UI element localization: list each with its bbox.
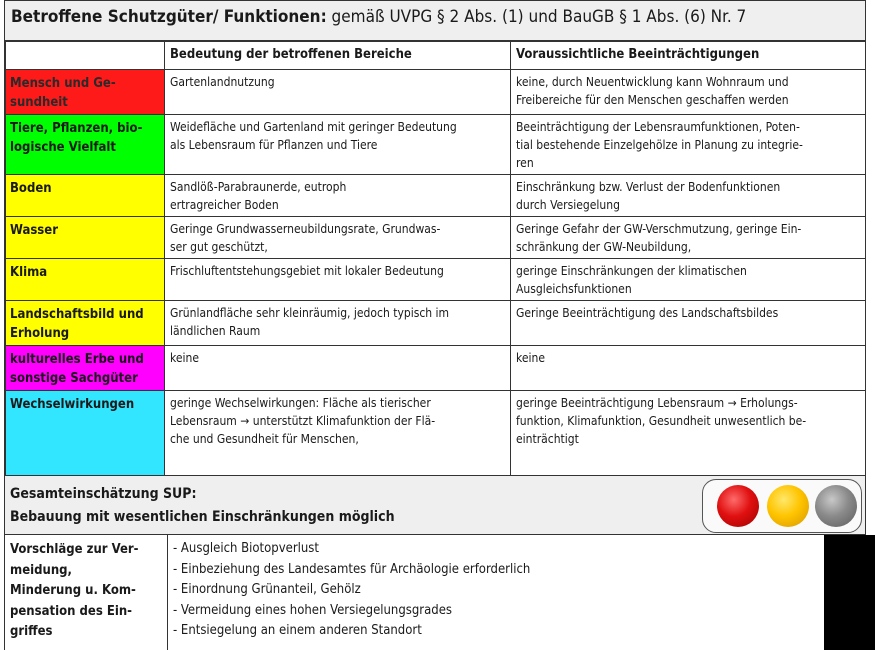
overall-assessment bbox=[5, 475, 865, 535]
proposals-divider bbox=[167, 535, 168, 650]
header-legal-basis: gemäß UVPG § 2 Abs. (1) und BauGB § 1 Abs. (6) Nr. 7 bbox=[326, 7, 747, 27]
column-header-beeintraechtigung: Voraussichtliche Beeinträchtigungen bbox=[511, 42, 866, 70]
table-row bbox=[6, 175, 866, 217]
category-cell: Wasser bbox=[6, 217, 165, 259]
beeintraechtigung-cell: keine, durch Neuentwicklung kann Wohnraum und Freibereiche für den Menschen geschaffen werden bbox=[511, 70, 866, 115]
beeintraechtigung-cell: Einschränkung bzw. Verlust der Bodenfunktionen durch Versiegelung bbox=[511, 175, 866, 217]
bedeutung-cell: Frischluftentstehungsgebiet mit lokaler Bedeutung bbox=[165, 259, 511, 301]
category-cell: Landschaftsbild und Erholung bbox=[6, 301, 165, 346]
category-cell: Klima bbox=[6, 259, 165, 301]
table-row bbox=[6, 301, 866, 346]
bedeutung-cell: Gartenlandnutzung bbox=[165, 70, 511, 115]
beeintraechtigung-cell: Geringe Gefahr der GW-Verschmutzung, geringe Ein- schränkung der GW-Neubildung, bbox=[511, 217, 866, 259]
bedeutung-cell: Weidefläche und Gartenland mit geringer Bedeutung als Lebensraum für Pflanzen und Tiere bbox=[165, 115, 511, 175]
assessment-result: Bebauung mit wesentlichen Einschränkungen möglich bbox=[10, 509, 395, 525]
black-redaction-box bbox=[824, 535, 875, 650]
table-row bbox=[6, 70, 866, 115]
red-light-icon bbox=[717, 485, 759, 527]
traffic-light bbox=[702, 479, 862, 533]
beeintraechtigung-cell: geringe Beeinträchtigung Lebensraum → Erholungs- funktion, Klimafunktion, Gesundheit unwesentlich be- einträchtigt bbox=[511, 391, 866, 476]
assessment-sheet bbox=[4, 0, 866, 650]
list-item: - Entsiegelung an einem anderen Standort bbox=[173, 623, 422, 638]
table-header-row bbox=[6, 42, 866, 70]
list-item: - Ausgleich Biotopverlust bbox=[173, 541, 319, 556]
column-header-category bbox=[6, 42, 165, 70]
table-row bbox=[6, 217, 866, 259]
sheet-header bbox=[5, 0, 865, 41]
bedeutung-cell: Sandlöß-Parabraunerde, eutroph ertragreicher Boden bbox=[165, 175, 511, 217]
bedeutung-cell: geringe Wechselwirkungen: Fläche als tierischer Lebensraum → unterstützt Klimafunktion der Flä- che und Gesundheit für Menschen, bbox=[165, 391, 511, 476]
category-cell: kulturelles Erbe und sonstige Sachgüter bbox=[6, 346, 165, 391]
proposals-label: Vorschläge zur Ver- meidung, Minderung u. Kom- pensation des Ein- griffes bbox=[10, 542, 139, 639]
gray-light-icon bbox=[815, 485, 857, 527]
bedeutung-cell: keine bbox=[165, 346, 511, 391]
category-cell: Mensch und Ge- sundheit bbox=[6, 70, 165, 115]
header-title: Betroffene Schutzgüter/ Funktionen: bbox=[11, 7, 327, 27]
list-item: - Einordnung Grünanteil, Gehölz bbox=[173, 582, 361, 597]
beeintraechtigung-cell: Geringe Beeinträchtigung des Landschaftsbildes bbox=[511, 301, 866, 346]
assessment-title: Gesamteinschätzung SUP: bbox=[10, 486, 197, 502]
category-cell: Boden bbox=[6, 175, 165, 217]
proposals-list bbox=[173, 539, 530, 642]
bedeutung-cell: Geringe Grundwasserneubildungsrate, Grundwas- ser gut geschützt, bbox=[165, 217, 511, 259]
impact-table bbox=[5, 41, 866, 476]
beeintraechtigung-cell: keine bbox=[511, 346, 866, 391]
beeintraechtigung-cell: geringe Einschränkungen der klimatischen Ausgleichsfunktionen bbox=[511, 259, 866, 301]
list-item: - Vermeidung eines hohen Versiegelungsgrades bbox=[173, 602, 452, 618]
category-cell: Tiere, Pflanzen, bio- logische Vielfalt bbox=[6, 115, 165, 175]
list-item: - Einbeziehung des Landesamtes für Archäologie erforderlich bbox=[173, 561, 531, 577]
table-row bbox=[6, 391, 866, 476]
category-cell: Wechselwirkungen bbox=[6, 391, 165, 476]
yellow-light-icon bbox=[767, 485, 809, 527]
bedeutung-cell: Grünlandfläche sehr kleinräumig, jedoch typisch im ländlichen Raum bbox=[165, 301, 511, 346]
column-header-bedeutung: Bedeutung der betroffenen Bereiche bbox=[165, 42, 511, 70]
beeintraechtigung-cell: Beeinträchtigung der Lebensraumfunktionen, Poten- tial bestehende Einzelgehölze in Planung zu integrie- ren bbox=[511, 115, 866, 175]
table-row bbox=[6, 346, 866, 391]
table-row bbox=[6, 115, 866, 175]
table-row bbox=[6, 259, 866, 301]
